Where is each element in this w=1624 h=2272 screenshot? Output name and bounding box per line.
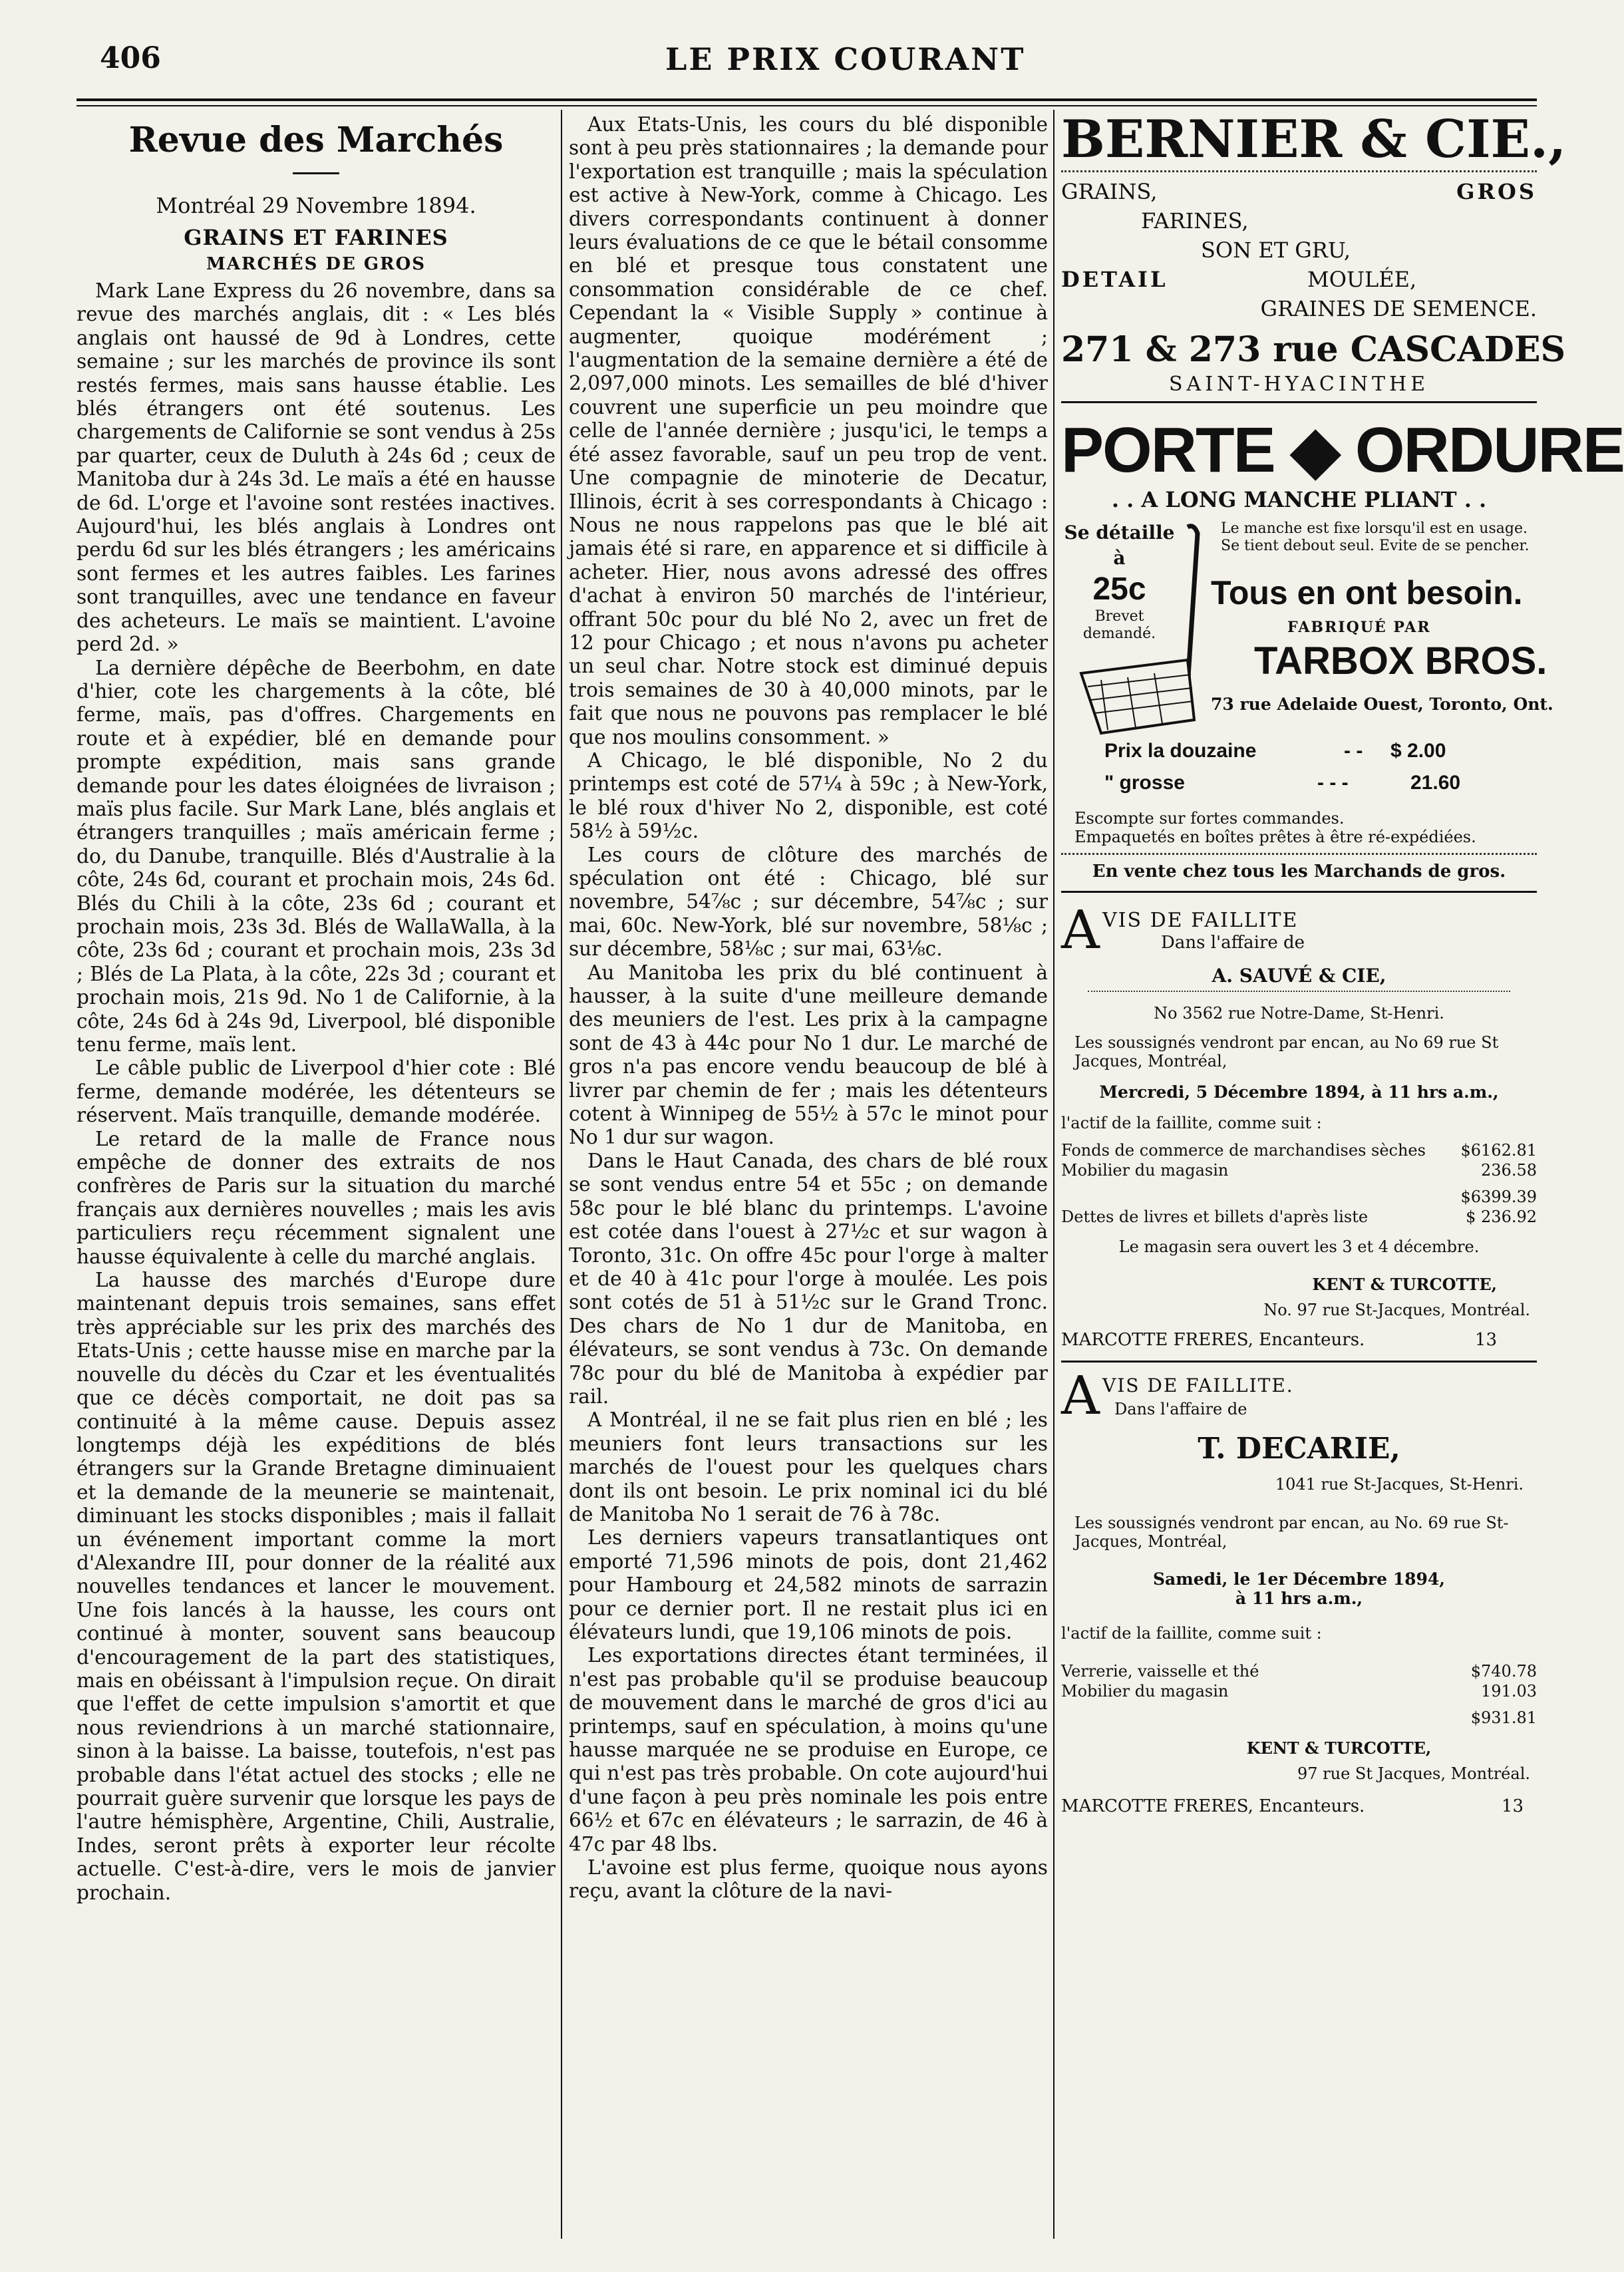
dotted-rule [1061,170,1537,172]
dotted-rule [1061,853,1537,855]
paragraph: L'avoine est plus ferme, quoique nous ayons reçu, avant la clôture de la navi- [569,1856,1048,1903]
avis-title: VIS DE FAILLITE. [1102,1375,1294,1396]
drop-cap: A [1061,899,1100,961]
avis-ouvert: Le magasin sera ouvert les 3 et 4 décembre. [1118,1237,1480,1256]
bernier-name: BERNIER & CIE., [1061,109,1567,170]
paragraph: Mark Lane Express du 26 novembre, dans sa revue des marchés anglais, dit : « Les blés anglais ont haussé de 9d à Londres, cette semaine ; sur les marchés de province ils sont restés fermes, mais sans hausse établie. Les blés étrangers ont été soutenus. Les chargements de Californie se sont vendus à 25s par quarter, ceux de Duluth à 24s 6d ; ceux de Manitoba dur à 24s 3d. Le maïs a été en hausse de 6d. L'orge et l'avoine sont restées inactives. Aujourd'hui, les blés anglais à Londres ont perdu 6d sur les blés étrangers ; les américains sont fermes et les autres faibles. Les farines sont tranquilles, avec une tendance en faveur des acheteurs. Le maïs se maintient. L'avoine perd 2d. » [77,279,556,656]
bernier-grains: GRAINS, [1061,179,1158,204]
paragraph: A Montréal, il ne se fait plus rien en blé ; les meuniers font leurs transactions sur les marchés de l'ouest pour les quelques chars dont ils ont besoin. Le prix nominal ici du blé de Manitoba No 1 serait de 76 à 78c. [569,1408,1048,1526]
header-rule-top [77,98,1537,101]
price-dozen-label: Prix la douzaine [1104,740,1257,762]
porte-desc: Le manche est fixe lorsqu'il est en usage. Se tient debout seul. Evite de se pencher. [1221,520,1530,554]
avis-faillite-decarie [1061,1365,1537,1818]
porte-detaille: Se détaille [1064,522,1175,544]
item-label: Mobilier du magasin [1061,1161,1229,1180]
porte-subtitle: . . A LONG MANCHE PLIANT . . [1111,487,1487,512]
paragraph: A Chicago, le blé disponible, No 2 du printemps est coté de 57¼ à 59c ; à New-York, le blé roux d'hiver No 2, disponible, est coté 58½ à 59½c. [569,748,1048,843]
avis-number: 13 [1501,1796,1524,1816]
paragraph: Au Manitoba les prix du blé continuent à hausser, à la suite d'une meilleure demande des meuniers de l'est. Les prix à la campagne sont de 43 à 44c pour No 1 dur. Le marché de gros n'a pas encore vendu beaucoup de blé à livrer par chemin de fer ; mais les détenteurs cotent à Winnipeg de 55½ à 57c le minot pour No 1 dur sur wagon. [569,961,1048,1149]
avis-affaire: Dans l'affaire de [1161,933,1305,953]
porte-maker: TARBOX BROS. [1254,639,1547,683]
porte-a: à [1113,547,1126,569]
porte-title: PORTE ◆ ORDURE [1061,414,1624,486]
page-header [100,41,1537,81]
avis-affaire: Dans l'affaire de [1114,1400,1247,1418]
bernier-address: 271 & 273 rue CASCADES [1061,329,1566,370]
price-gross: 21.60 [1410,772,1461,794]
ad-porte-ordure: PORTE ◆ ORDURE . . A LONG MANCHE PLIANT . . Se détaille à 25c Brevet demandé. Le manche est fixe lorsqu'il est en usage. Se tient debout seul. Evite de se pencher. Tous en ont besoin. FABRIQUÉ PAR TARBOX BROS. 73 rue Adelaide Ouest, Toronto, Ont. Prix la douzaine - - $ 2.00 " grosse - - - 21.60 Escompte sur fortes commandes. Empaquetés en boîtes prêtes à être ré-expédiées. En vente chez tous les Marchands de gros. [1061,412,1537,882]
price-gross-label: " grosse [1104,772,1185,794]
avis-sig1: KENT & TURCOTTE, [1246,1738,1432,1758]
avis-actif: l'actif de la faillite, comme suit : [1061,1114,1322,1132]
porte-empaquetes: Empaquetés en boîtes prêtes à être ré-expédiées. [1074,828,1476,846]
avis-actif: l'actif de la faillite, comme suit : [1061,1624,1322,1643]
porte-slogan: Tous en ont besoin. [1211,574,1523,611]
bernier-son-gru: SON ET GRU, [1201,238,1351,263]
item-value: $6162.81 [1460,1141,1537,1160]
paragraph: Le retard de la malle de France nous empêche de donner des extraits de nos confrères de Paris sur la situation du marché français aux dernières nouvelles ; mais les avis particuliers reçu récemment signalent une hausse équivalente à celle du marché anglais. [77,1127,556,1268]
bernier-graines: GRAINES DE SEMENCE. [1260,296,1537,321]
paragraph: Les exportations directes étant terminées, il n'est pas probable qu'il se produise beaucoup de mouvement dans le marché de gros d'ici au printemps, sauf en spéculation, à moins qu'une hausse marquée ne se produise en Europe, ce qui n'est pas très probable. On cote aujourd'hui d'une façon à peu près nominale les pois entre 66½ et 67c en élévateurs ; le sarrazin, de 46 à 47c par 48 lbs. [569,1644,1048,1856]
ad-separator [1061,401,1537,403]
avis-name: A. SAUVÉ & CIE, [1212,965,1386,987]
paragraph: Dans le Haut Canada, des chars de blé roux se sont vendus entre 54 et 55c ; on demande 58c pour le blé blanc du printemps. L'avoine est cotée dans l'ouest à 27½c et sur wagon à Toronto, 31c. On offre 45c pour l'orge à malter et de 40 à 41c pour l'orge à moulée. Les pois sont cotés de 51 à 51½c sur le Grand Tronc. Des chars de No 1 dur de Manitoba, en élévateurs, se sont vendus à 73c. On demande 78c pour du blé de Manitoba à expédier par rail. [569,1149,1048,1408]
avis-total: $6399.39 [1460,1188,1537,1206]
paragraph: Les derniers vapeurs transatlantiques ont emporté 71,596 minots de pois, dont 21,462 pour Hambourg et 24,582 minots de sarrazin pour ce dernier port. Il ne restait plus ici en élévateurs lundi, que 19,106 minots de pois. [569,1526,1048,1643]
column-3-ads [1061,109,1624,2242]
drop-cap: A [1061,1365,1100,1426]
column-divider-2 [1053,110,1055,2239]
avis-date: Mercredi, 5 Décembre 1894, à 11 hrs a.m., [1099,1082,1499,1102]
avis-total: $931.81 [1470,1708,1537,1727]
avis-text: Les soussignés vendront par encan, au No 69 rue St Jacques, Montréal, [1074,1033,1499,1070]
section-heading: GRAINS ET FARINES [184,225,448,250]
price-dozen: $ 2.00 [1390,740,1446,762]
bernier-farines: FARINES, [1141,208,1249,234]
item-value: 191.03 [1481,1682,1537,1701]
paragraph: Aux Etats-Unis, les cours du blé disponible sont à peu près stationnaires ; la demande pour l'exportation est tranquille ; mais la spéculation est active à New-York, comme à Chicago. Les divers correspondants continuent à donner leurs évaluations de ce que le bétail consomme en blé et presque tous constatent une consommation considérable de ce chef. Cependant la « Visible Supply » continue à augmenter, quoique modérément ; l'augmentation de la semaine dernière a été de 2,097,000 minots. Les semailles de blé d'hiver couvrent une superficie un peu moindre que celle de l'année dernière ; jusqu'ici, le temps a été assez favorable, sauf un peu trop de vent. Une compagnie de minoterie de Decatur, Illinois, écrit à ses correspondants à Chicago : Nous ne nous rappelons pas que le blé ait jamais été si rare, en apparence et si difficile à acheter. Hier, nous avons adressé des offres d'achat à environ 50 marchés de l'intérieur, offrant 50c pour du blé No 2, avec un fret de 12 pour Chicago ; et nous n'avons pu acheter un seul char. Notre stock est diminué depuis trois semaines de 30 à 40,000 minots, par le fait que nous ne pouvons pas remplacer le blé que nos moulins consomment. » [569,113,1048,748]
paragraph: Le câble public de Liverpool d'hier cote : Blé ferme, demande modérée, les détenteurs se réservent. Maïs tranquille, demande modérée. [77,1056,556,1127]
avis-date: Samedi, le 1er Décembre 1894, [1153,1569,1445,1589]
dustpan-icon [1061,520,1208,740]
bernier-detail: DETAIL [1061,267,1168,292]
paragraph: La hausse des marchés d'Europe dure maintenant depuis trois semaines, sans effet très appréciable sur les prix des marchés des Etats-Unis ; cette hausse mise en marche par la nouvelle du décès du Czar et les éventualités que ce décès comportait, ne doit pas sa continuité à la même cause. Depuis assez longtemps déjà les expéditions de blés étrangers sur la Grande Bretagne diminuaient et la demande de la meunerie se maintenait, diminuant les stocks disponibles ; mais il fallait un événement important comme la mort d'Alexandre III, pour donner de la réalité aux nouvelles tendances et lancer le mouvement. Une fois lancés à la hausse, les cours ont continué à monter, souvent sans beaucoup d'encouragement de la part des statistiques, mais en obéissant à l'impulsion reçue. On dirait que l'effet de cette impulsion s'amortit et que nous reviendrions à un marché stationnaire, sinon à la baisse. La baisse, toutefois, n'est pas probable dans l'état actuel des stocks ; elle ne pourrait guère survenir que lorsque les pays de l'autre hémisphère, Argentine, Chili, Australie, Indes, seront prêts à exporter leur récolte actuelle. C'est-à-dire, vers le mois de janvier prochain. [77,1269,556,1904]
porte-brevet: Brevet demandé. [1082,608,1156,642]
dettes-value: $ 236.92 [1466,1208,1537,1226]
page-number: 406 [100,41,161,75]
avis-sig2: 97 rue St Jacques, Montréal. [1297,1764,1530,1783]
porte-price: 25c [1092,571,1146,607]
bernier-moulee: MOULÉE, [1307,267,1417,292]
column-1 [77,113,556,2242]
avis-sig1: KENT & TURCOTTE, [1312,1275,1497,1294]
porte-escompte: Escompte sur fortes commandes. [1074,809,1345,828]
avis-time: à 11 hrs a.m., [1235,1589,1363,1608]
avis-text: Les soussignés vendront par encan, au No. 69 rue St-Jacques, Montréal, [1074,1514,1509,1551]
item-value: 236.58 [1481,1161,1537,1180]
header-rule-bottom [77,105,1537,106]
bernier-gros: GROS [1456,179,1537,204]
ad-separator [1061,891,1537,893]
paragraph: La dernière dépêche de Beerbohm, en date d'hier, cote les chargements à la côte, blé ferme, maïs, pas d'offres. Chargements en route et à expédier, blé en demande pour prompte expédition, mais sans grande demande pour les dates éloignées de livraison ; maïs plus facile. Sur Mark Lane, blés anglais et étrangers tranquilles ; maïs américain ferme ; do, du Danube, tranquille. Blés d'Australie à la côte, 24s 6d, courant et prochain mois, 24s 6d. Blés du Chili à la côte, 23s 6d ; courant et prochain mois, 23s 3d. Blés de WallaWalla, à la côte, 23s 6d ; courant et prochain mois, 23s 3d ; Blés de La Plata, à la côte, 22s 3d ; courant et prochain mois, 21s 9d. No 1 de Californie, à la côte, 24s 6d à 24s 9d, Liverpool, blé disponible tenu ferme, maïs lent. [77,656,556,1056]
avis-address: No 3562 rue Notre-Dame, St-Henri. [1154,1004,1444,1023]
item-label: Fonds de commerce de marchandises sèches [1061,1141,1426,1160]
column-2 [569,113,1048,2242]
porte-fabrique: FABRIQUÉ PAR [1287,619,1431,636]
porte-maker-address: 73 rue Adelaide Ouest, Toronto, Ont. [1211,695,1553,714]
avis-address: 1041 rue St-Jacques, St-Henri. [1275,1475,1524,1494]
dateline: Montréal 29 Novembre 1894. [156,193,476,218]
avis-name: T. DECARIE, [1198,1432,1400,1466]
article-title: Revue des Marchés [128,120,504,160]
avis-auctioneer: MARCOTTE FRERES, Encanteurs. [1061,1796,1365,1816]
dettes-label: Dettes de livres et billets d'après liste [1061,1208,1369,1226]
avis-auctioneer: MARCOTTE FRERES, Encanteurs. [1061,1330,1365,1350]
avis-title: VIS DE FAILLITE [1102,909,1299,932]
ad-bernier [1061,109,1567,396]
avis-faillite-sauve [1061,899,1537,1351]
avis-number: 13 [1474,1330,1497,1350]
item-label: Mobilier du magasin [1061,1682,1229,1701]
item-value: $740.78 [1470,1662,1537,1681]
ad-separator [1061,1361,1537,1363]
title-rule [293,172,339,174]
porte-en-vente: En vente chez tous les Marchands de gros. [1092,862,1506,882]
item-label: Verrerie, vaisselle et thé [1061,1662,1259,1681]
paragraph: Les cours de clôture des marchés de spéculation ont été : Chicago, blé sur novembre, 54⅞c ; sur décembre, 54⅞c ; sur mai, 60c. New-York, blé sur novembre, 58⅛c ; sur décembre, 58⅛c ; sur mai, 63⅛c. [569,843,1048,961]
subsection-heading: MARCHÉS DE GROS [206,254,426,274]
bernier-city: SAINT-HYACINTHE [1168,373,1430,396]
avis-sig2: No. 97 rue St-Jacques, Montréal. [1263,1301,1530,1319]
column-divider-1 [561,110,562,2239]
page-title: LE PRIX COURANT [665,41,1026,77]
